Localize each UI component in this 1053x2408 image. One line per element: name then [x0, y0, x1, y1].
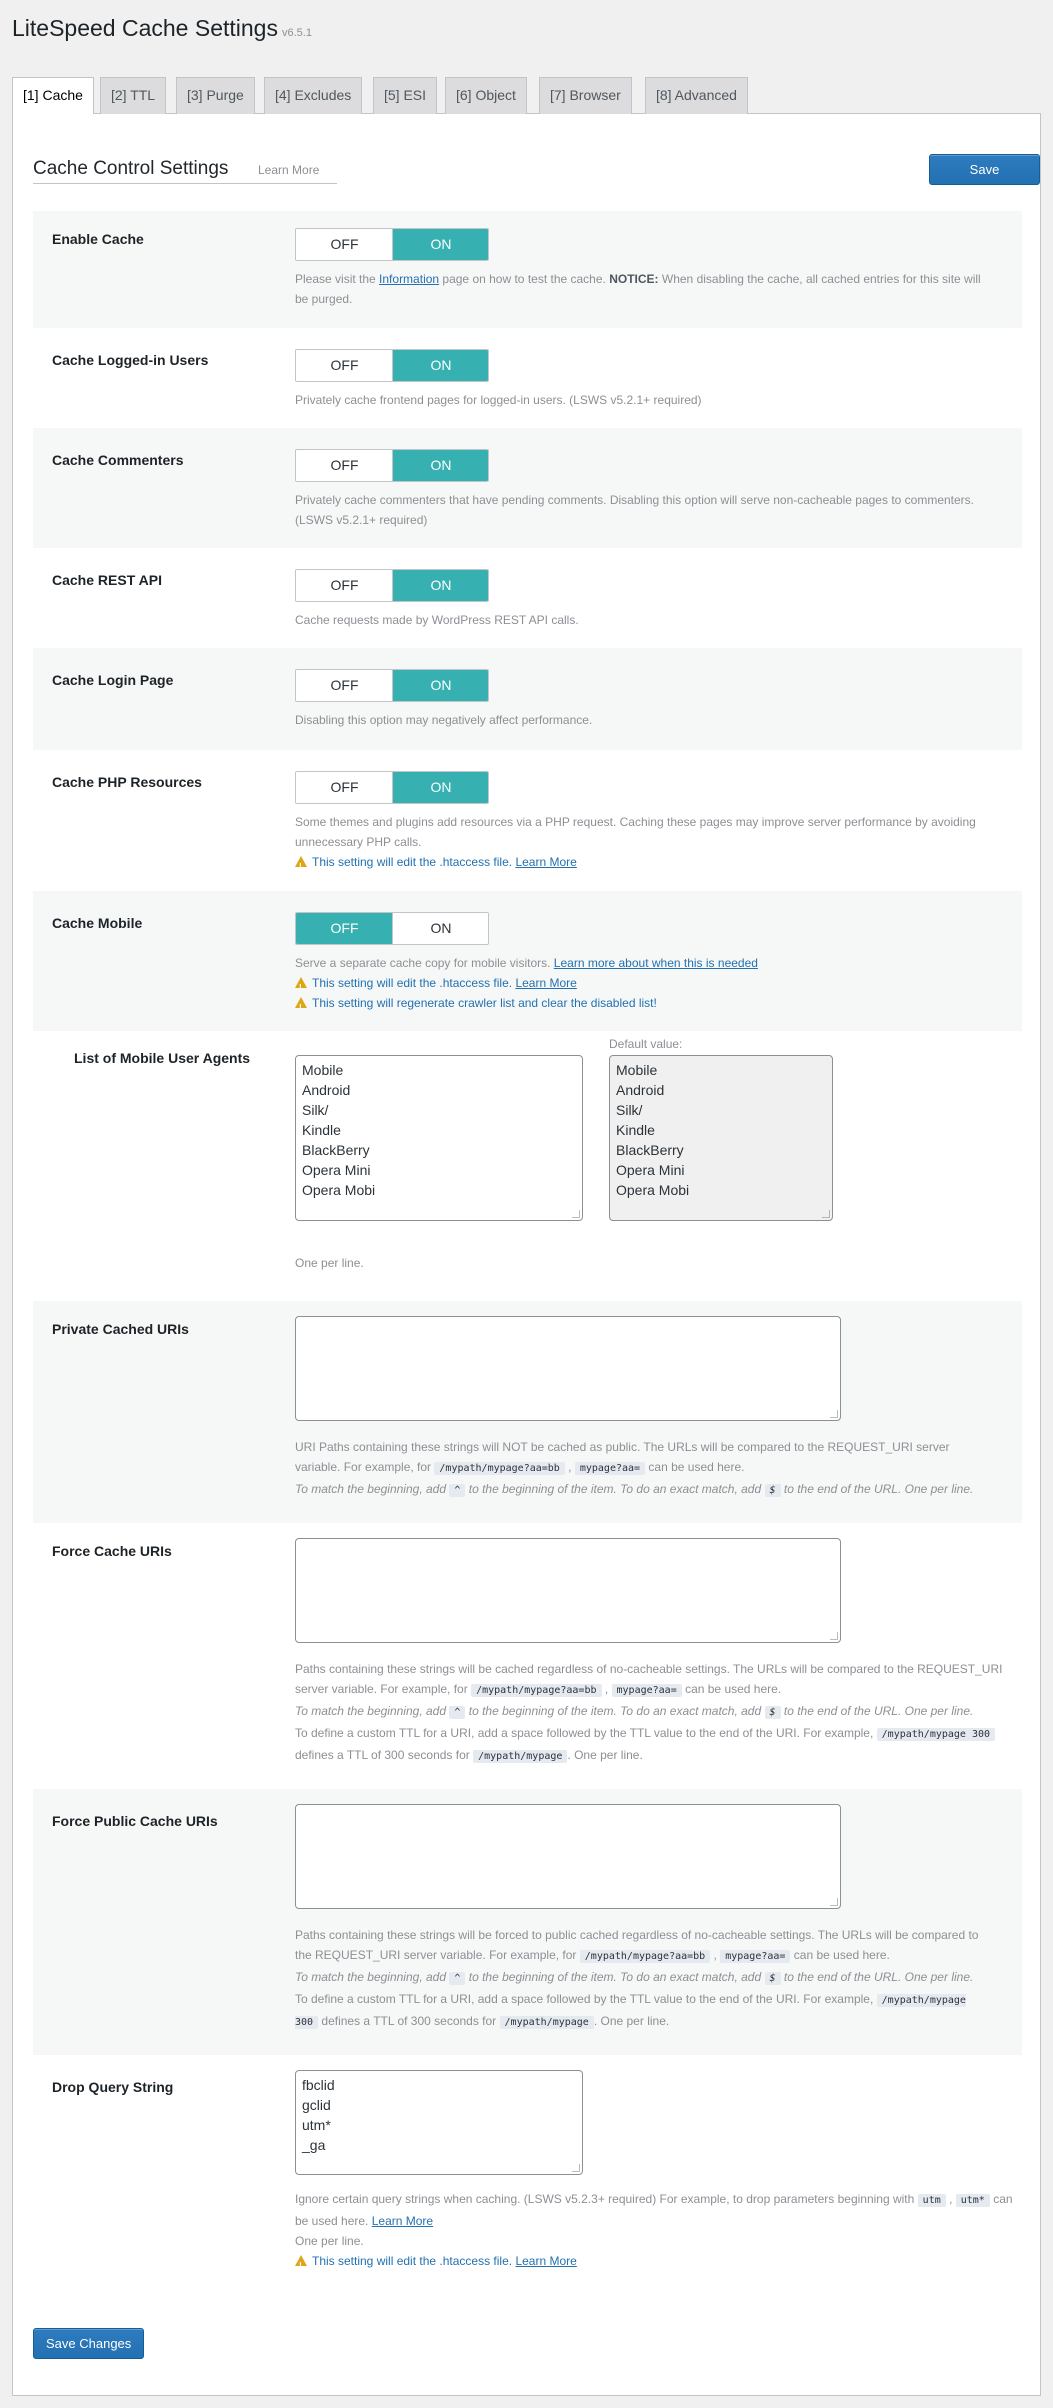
drop-query-learn-more-link[interactable]: Learn More [371, 2214, 434, 2228]
cache-mobile-toggle[interactable] [295, 912, 489, 945]
enable-cache-toggle[interactable] [295, 228, 489, 261]
toggle-on-option[interactable]: ON [392, 670, 489, 701]
resize-handle[interactable] [830, 1410, 838, 1418]
cache-commenters-description: Privately cache commenters that have pending comments. Disabling this option will serve non-cacheable pages to commenters. (LSWS v5.2.1+ required) [295, 493, 975, 527]
tab-cache[interactable]: [1] Cache [12, 77, 94, 115]
tab-ttl[interactable]: [2] TTL [100, 77, 166, 114]
row-force-cache-uris [33, 1523, 1022, 1789]
row-cache-login-page [33, 648, 1022, 750]
settings-panel [12, 114, 1041, 2396]
toggle-on-option[interactable]: ON [392, 772, 489, 803]
cache-mobile-label: Cache Mobile [52, 915, 143, 931]
section-title: Cache Control Settings [33, 158, 229, 179]
toggle-off-option[interactable]: OFF [330, 779, 359, 795]
tab-excludes[interactable]: [4] Excludes [264, 77, 362, 114]
cache-login-page-description: Disabling this option may negatively affect performance. [295, 713, 593, 727]
cache-rest-api-label: Cache REST API [52, 572, 162, 588]
cache-commenters-toggle[interactable] [295, 449, 489, 482]
toggle-on-option[interactable]: ON [392, 570, 489, 601]
section-learn-more-link[interactable]: Learn More [258, 163, 320, 177]
private-uris-description: URI Paths containing these strings will NOT be cached as public. The URLs will be compared to the REQUEST_URI server variable. For example, for /mypath/mypage?aa=bb , mypage?aa= can be used here. To match the beginning, add ^ to the beginning of the item. To do an exact match, add $ to the end of the URL. One per line. [295, 1440, 974, 1496]
toggle-on-option[interactable]: ON [392, 229, 489, 260]
toggle-off-option[interactable]: OFF [330, 577, 359, 593]
enable-cache-label: Enable Cache [52, 231, 144, 247]
cache-php-description: Some themes and plugins add resources via a PHP request. Caching these pages may improve server performance by avoiding unnecessary PHP calls. !This setting will edit the .htaccess file. Learn More [295, 812, 995, 872]
tab-browser[interactable]: [7] Browser [539, 77, 632, 114]
toggle-on-option[interactable]: ON [392, 450, 489, 481]
force-cache-uris-description: Paths containing these strings will be cached regardless of no-cacheable settings. The URLs will be compared to the REQUEST_URI server variable. For example, for /mypath/mypage?aa=bb , mypage?aa= can be used here. To match the beginning, add ^ to the beginning of the item. To do an exact match, add $ to the end of the URL. One per line. To define a custom TTL for a URI, add a space followed by the TTL value to the end of the URI. For example, /mypath/mypage 300 defines a TTL of 300 seconds for /mypath/mypage . One per line. [295, 1662, 1003, 1762]
cache-php-toggle[interactable] [295, 771, 489, 804]
toggle-off-option[interactable]: OFF [330, 357, 359, 373]
resize-handle[interactable] [572, 1210, 580, 1218]
resize-handle [822, 1210, 830, 1218]
cache-login-page-toggle[interactable] [295, 669, 489, 702]
mobile-agents-default-textarea: Mobile Android Silk/ Kindle BlackBerry Opera Mini Opera Mobi [609, 1055, 833, 1221]
drop-query-textarea[interactable]: fbclid gclid utm* _ga [295, 2070, 583, 2175]
mobile-agents-textarea[interactable]: Mobile Android Silk/ Kindle BlackBerry Opera Mini Opera Mobi [295, 1055, 583, 1221]
drop-query-description: Ignore certain query strings when caching. (LSWS v5.2.3+ required) For example, to drop parameters beginning with utm , utm* can be used here. Learn More One per line. !This setting will edit the .htaccess file. Learn More [295, 2189, 1015, 2271]
toggle-off-option[interactable]: OFF [330, 236, 359, 252]
htaccess-learn-more-link[interactable]: Learn More [515, 855, 577, 869]
cache-mobile-description: Serve a separate cache copy for mobile visitors. Learn more about when this is needed !This setting will edit the .htaccess file. Learn More !This setting will regenerate crawler list and clear the disabled list! [295, 953, 995, 1013]
row-cache-mobile [33, 891, 1022, 1031]
cache-commenters-label: Cache Commenters [52, 452, 184, 468]
toggle-off-option[interactable]: OFF [330, 677, 359, 693]
section-header [33, 158, 337, 184]
page-title-text: LiteSpeed Cache Settings [12, 15, 278, 41]
settings-tabs [12, 77, 1041, 114]
row-enable-cache [33, 211, 1022, 328]
force-public-uris-description: Paths containing these strings will be forced to public cached regardless of no-cacheable settings. The URLs will be compared to the REQUEST_URI server variable. For example, for /mypath/mypage?aa=bb , mypage?aa= can be used here. To match the beginning, add ^ to the beginning of the item. To do an exact match, add $ to the end of the URL. One per line. To define a custom TTL for a URI, add a space followed by the TTL value to the end of the URI. For example, /mypath/mypage 300 defines a TTL of 300 seconds for /mypath/mypage . One per line. [295, 1928, 979, 2028]
mobile-agents-note-text: One per line. [295, 1256, 364, 1270]
row-cache-rest-api [33, 548, 1022, 648]
toggle-off-option[interactable]: OFF [330, 457, 359, 473]
warning-icon [295, 997, 307, 1008]
toggle-on-option[interactable]: ON [392, 350, 489, 381]
information-link[interactable]: Information [379, 272, 440, 286]
resize-handle[interactable] [830, 1632, 838, 1640]
cache-rest-api-toggle[interactable] [295, 569, 489, 602]
warning-icon [295, 2255, 307, 2266]
force-cache-uris-textarea[interactable] [295, 1538, 841, 1643]
save-changes-button-top[interactable]: Save Changes [929, 154, 1040, 185]
force-public-uris-textarea[interactable] [295, 1804, 841, 1909]
version-badge: v6.5.1 [281, 27, 312, 39]
mobile-agents-label: List of Mobile User Agents [74, 1050, 251, 1066]
htaccess-learn-more-link[interactable]: Learn More [515, 2254, 577, 2268]
tab-object[interactable]: [6] Object [445, 77, 527, 114]
cache-php-label: Cache PHP Resources [52, 774, 202, 790]
row-cache-php-resources [33, 750, 1022, 891]
cache-logged-in-toggle[interactable] [295, 349, 489, 382]
warning-icon [295, 977, 307, 988]
tab-purge[interactable]: [3] Purge [176, 77, 255, 114]
resize-handle[interactable] [830, 1898, 838, 1906]
cache-logged-in-description: Privately cache frontend pages for logged-in users. (LSWS v5.2.1+ required) [295, 393, 702, 407]
toggle-on-option[interactable]: ON [392, 913, 489, 944]
mobile-learn-more-link[interactable]: Learn more about when this is needed [553, 956, 758, 970]
private-uris-label: Private Cached URIs [52, 1321, 189, 1337]
row-force-public-cache-uris [33, 1789, 1022, 2055]
force-cache-uris-label: Force Cache URIs [52, 1543, 172, 1559]
drop-query-label: Drop Query String [52, 2079, 174, 2095]
save-changes-button-bottom[interactable]: Save Changes [33, 2328, 144, 2359]
tab-advanced[interactable]: [8] Advanced [645, 77, 748, 114]
default-value-label: Default value: [609, 1037, 683, 1051]
row-cache-logged-in [33, 328, 1022, 428]
force-public-uris-label: Force Public Cache URIs [52, 1813, 218, 1829]
tab-esi[interactable]: [5] ESI [373, 77, 437, 114]
private-uris-textarea[interactable] [295, 1316, 841, 1421]
row-cache-commenters [33, 428, 1022, 548]
page-title [12, 15, 312, 42]
toggle-off-option[interactable]: OFF [296, 913, 393, 944]
row-drop-query-string [33, 2055, 1022, 2268]
enable-cache-description: Please visit the Information page on how to test the cache. NOTICE: When disabling the cache, all cached entries for this site will be purged. [295, 272, 981, 306]
cache-login-page-label: Cache Login Page [52, 672, 174, 688]
cache-rest-api-description: Cache requests made by WordPress REST API calls. [295, 613, 579, 627]
row-private-cached-uris [33, 1301, 1022, 1523]
htaccess-learn-more-link[interactable]: Learn More [515, 976, 577, 990]
warning-icon [295, 856, 307, 867]
resize-handle[interactable] [572, 2164, 580, 2172]
cache-logged-in-label: Cache Logged-in Users [52, 352, 209, 368]
row-mobile-user-agents [33, 1031, 1022, 1215]
